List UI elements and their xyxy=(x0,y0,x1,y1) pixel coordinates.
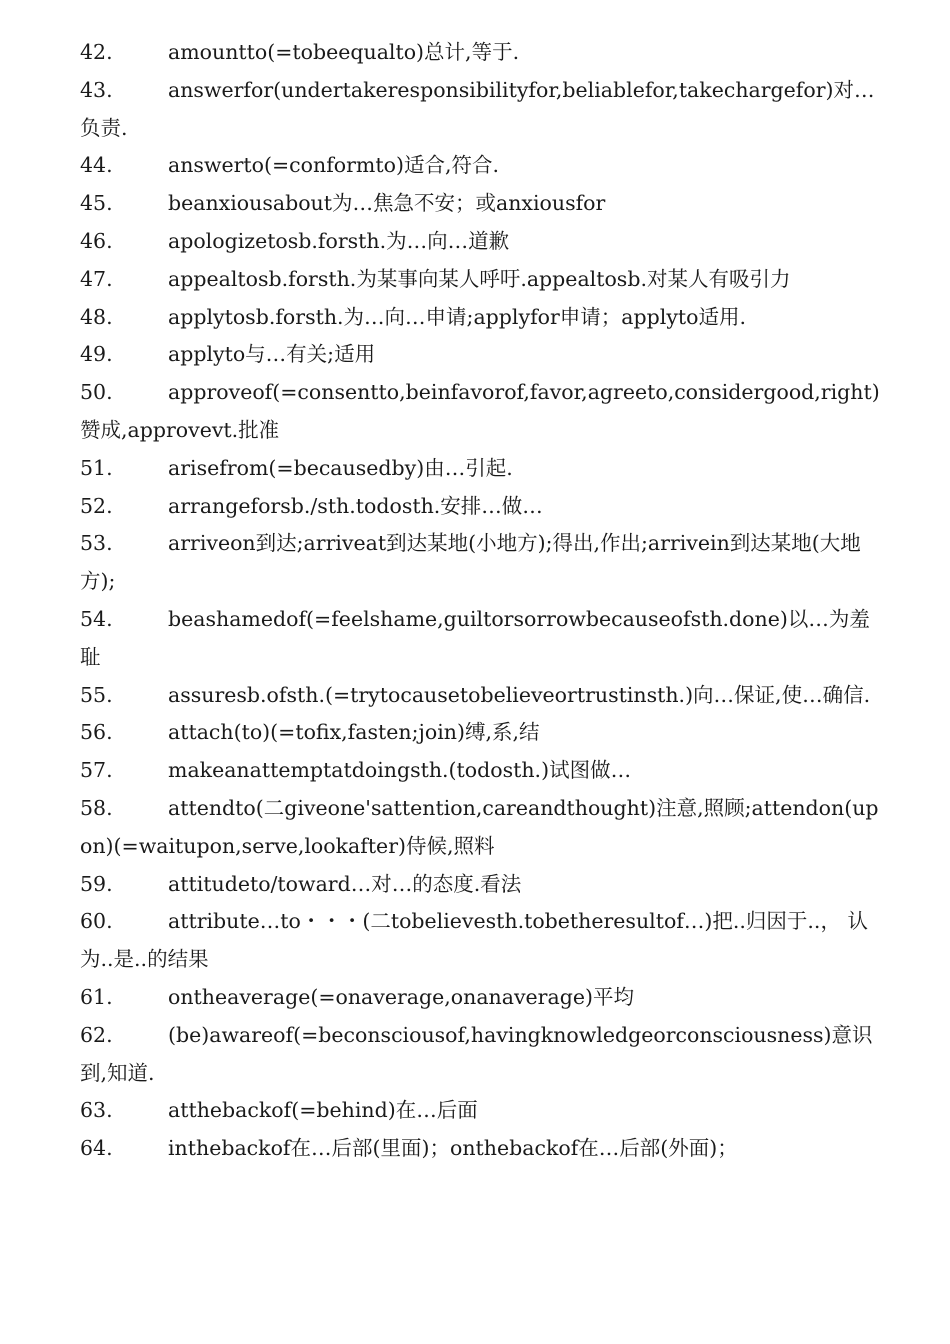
entry-49 xyxy=(80,336,880,374)
entry-number: 60. xyxy=(80,909,113,934)
entry-number: 48. xyxy=(80,304,113,329)
entry-59 xyxy=(80,866,880,904)
entry-61 xyxy=(80,979,880,1017)
entry-number: 61. xyxy=(80,984,113,1009)
entry-45 xyxy=(80,185,880,223)
entry-54 xyxy=(80,601,880,677)
entry-62 xyxy=(80,1017,880,1093)
entry-number: 63. xyxy=(80,1098,113,1123)
entry-number: 64. xyxy=(80,1136,113,1161)
entry-text: attribute…to・・・(二tobelievesth.tobetheresultof…)把..归因于..， 认为..是..的结果 xyxy=(80,909,868,972)
entry-text: attitudeto/toward…对…的态度.看法 xyxy=(168,871,522,896)
entry-number: 58. xyxy=(80,795,113,820)
entry-53 xyxy=(80,525,880,601)
entry-text: applyto与…有关;适用 xyxy=(168,342,376,367)
entry-43 xyxy=(80,72,880,148)
entry-text: arisefrom(=becausedby)由…引起. xyxy=(168,455,513,480)
entry-number: 57. xyxy=(80,758,113,783)
entry-60 xyxy=(80,903,880,979)
entry-text: answerto(=conformto)适合,符合. xyxy=(168,153,499,178)
entry-50 xyxy=(80,374,880,450)
entry-text: answerfor(undertakeresponsibilityfor,beliablefor,takechargefor)对…负责. xyxy=(80,77,875,140)
entry-46 xyxy=(80,223,880,261)
entry-text: attach(to)(=tofix,fasten;join)缚,系,结 xyxy=(168,720,540,745)
entry-44 xyxy=(80,147,880,185)
entry-42 xyxy=(80,34,880,72)
entry-58 xyxy=(80,790,880,866)
entry-47 xyxy=(80,261,880,299)
entry-number: 54. xyxy=(80,606,113,631)
entry-56 xyxy=(80,714,880,752)
entry-text: appealtosb.forsth.为某事向某人呼吁.appealtosb.对某人有吸引力 xyxy=(168,266,791,291)
entry-55 xyxy=(80,677,880,715)
entry-number: 59. xyxy=(80,871,113,896)
entry-text: atthebackof(=behind)在…后面 xyxy=(168,1098,478,1123)
entry-text: apologizetosb.forsth.为…向…道歉 xyxy=(168,228,510,253)
entry-number: 62. xyxy=(80,1022,113,1047)
entry-51 xyxy=(80,450,880,488)
entry-text: beanxiousabout为…焦急不安；或anxiousfor xyxy=(168,191,606,216)
entry-number: 46. xyxy=(80,228,113,253)
entry-text: assuresb.ofsth.(=trytocausetobelieveortrustinsth.)向…保证,使…确信. xyxy=(168,682,871,707)
entry-number: 51. xyxy=(80,455,113,480)
entry-text: attendto(二giveone'sattention,careandthought)注意,照顾;attendon(upon)(=waitupon,serve,lookafter)侍候,照料 xyxy=(80,795,879,858)
entry-text: arrangeforsb./sth.todosth.安排…做… xyxy=(168,493,543,518)
document-page xyxy=(80,34,880,1168)
entry-57 xyxy=(80,752,880,790)
entry-text: approveof(=consentto,beinfavorof,favor,agreeto,considergood,right)赞成,approvevt.批准 xyxy=(80,380,880,442)
entry-number: 49. xyxy=(80,342,113,367)
entry-text: (be)awareof(=beconsciousof,havingknowledgeorconsciousness)意识到,知道. xyxy=(80,1022,873,1085)
entry-number: 50. xyxy=(80,380,113,405)
entry-64 xyxy=(80,1130,880,1168)
entry-number: 45. xyxy=(80,191,113,216)
entry-52 xyxy=(80,488,880,526)
entry-text: makeanattemptatdoingsth.(todosth.)试图做… xyxy=(168,758,632,783)
entry-number: 47. xyxy=(80,266,113,291)
entry-number: 52. xyxy=(80,493,113,518)
entry-text: arriveon到达;arriveat到达某地(小地方);得出,作出;arrivein到达某地(大地方); xyxy=(80,531,861,594)
entry-number: 44. xyxy=(80,153,113,178)
entry-number: 42. xyxy=(80,40,113,64)
entry-number: 43. xyxy=(80,77,113,102)
entry-text: inthebackof在…后部(里面)；onthebackof在…后部(外面)； xyxy=(168,1136,738,1161)
entry-number: 53. xyxy=(80,531,113,556)
entry-text: amountto(=tobeequalto)总计,等于. xyxy=(168,40,520,64)
entry-48 xyxy=(80,299,880,337)
entry-number: 56. xyxy=(80,720,113,745)
entry-63 xyxy=(80,1092,880,1130)
entry-text: beashamedof(=feelshame,guiltorsorrowbecauseofsth.done)以…为羞耻 xyxy=(80,606,870,669)
entry-text: applytosb.forsth.为…向…申请;applyfor申请；applyto适用. xyxy=(168,304,746,329)
entry-number: 55. xyxy=(80,682,113,707)
entry-text: ontheaverage(=onaverage,onanaverage)平均 xyxy=(168,984,634,1009)
